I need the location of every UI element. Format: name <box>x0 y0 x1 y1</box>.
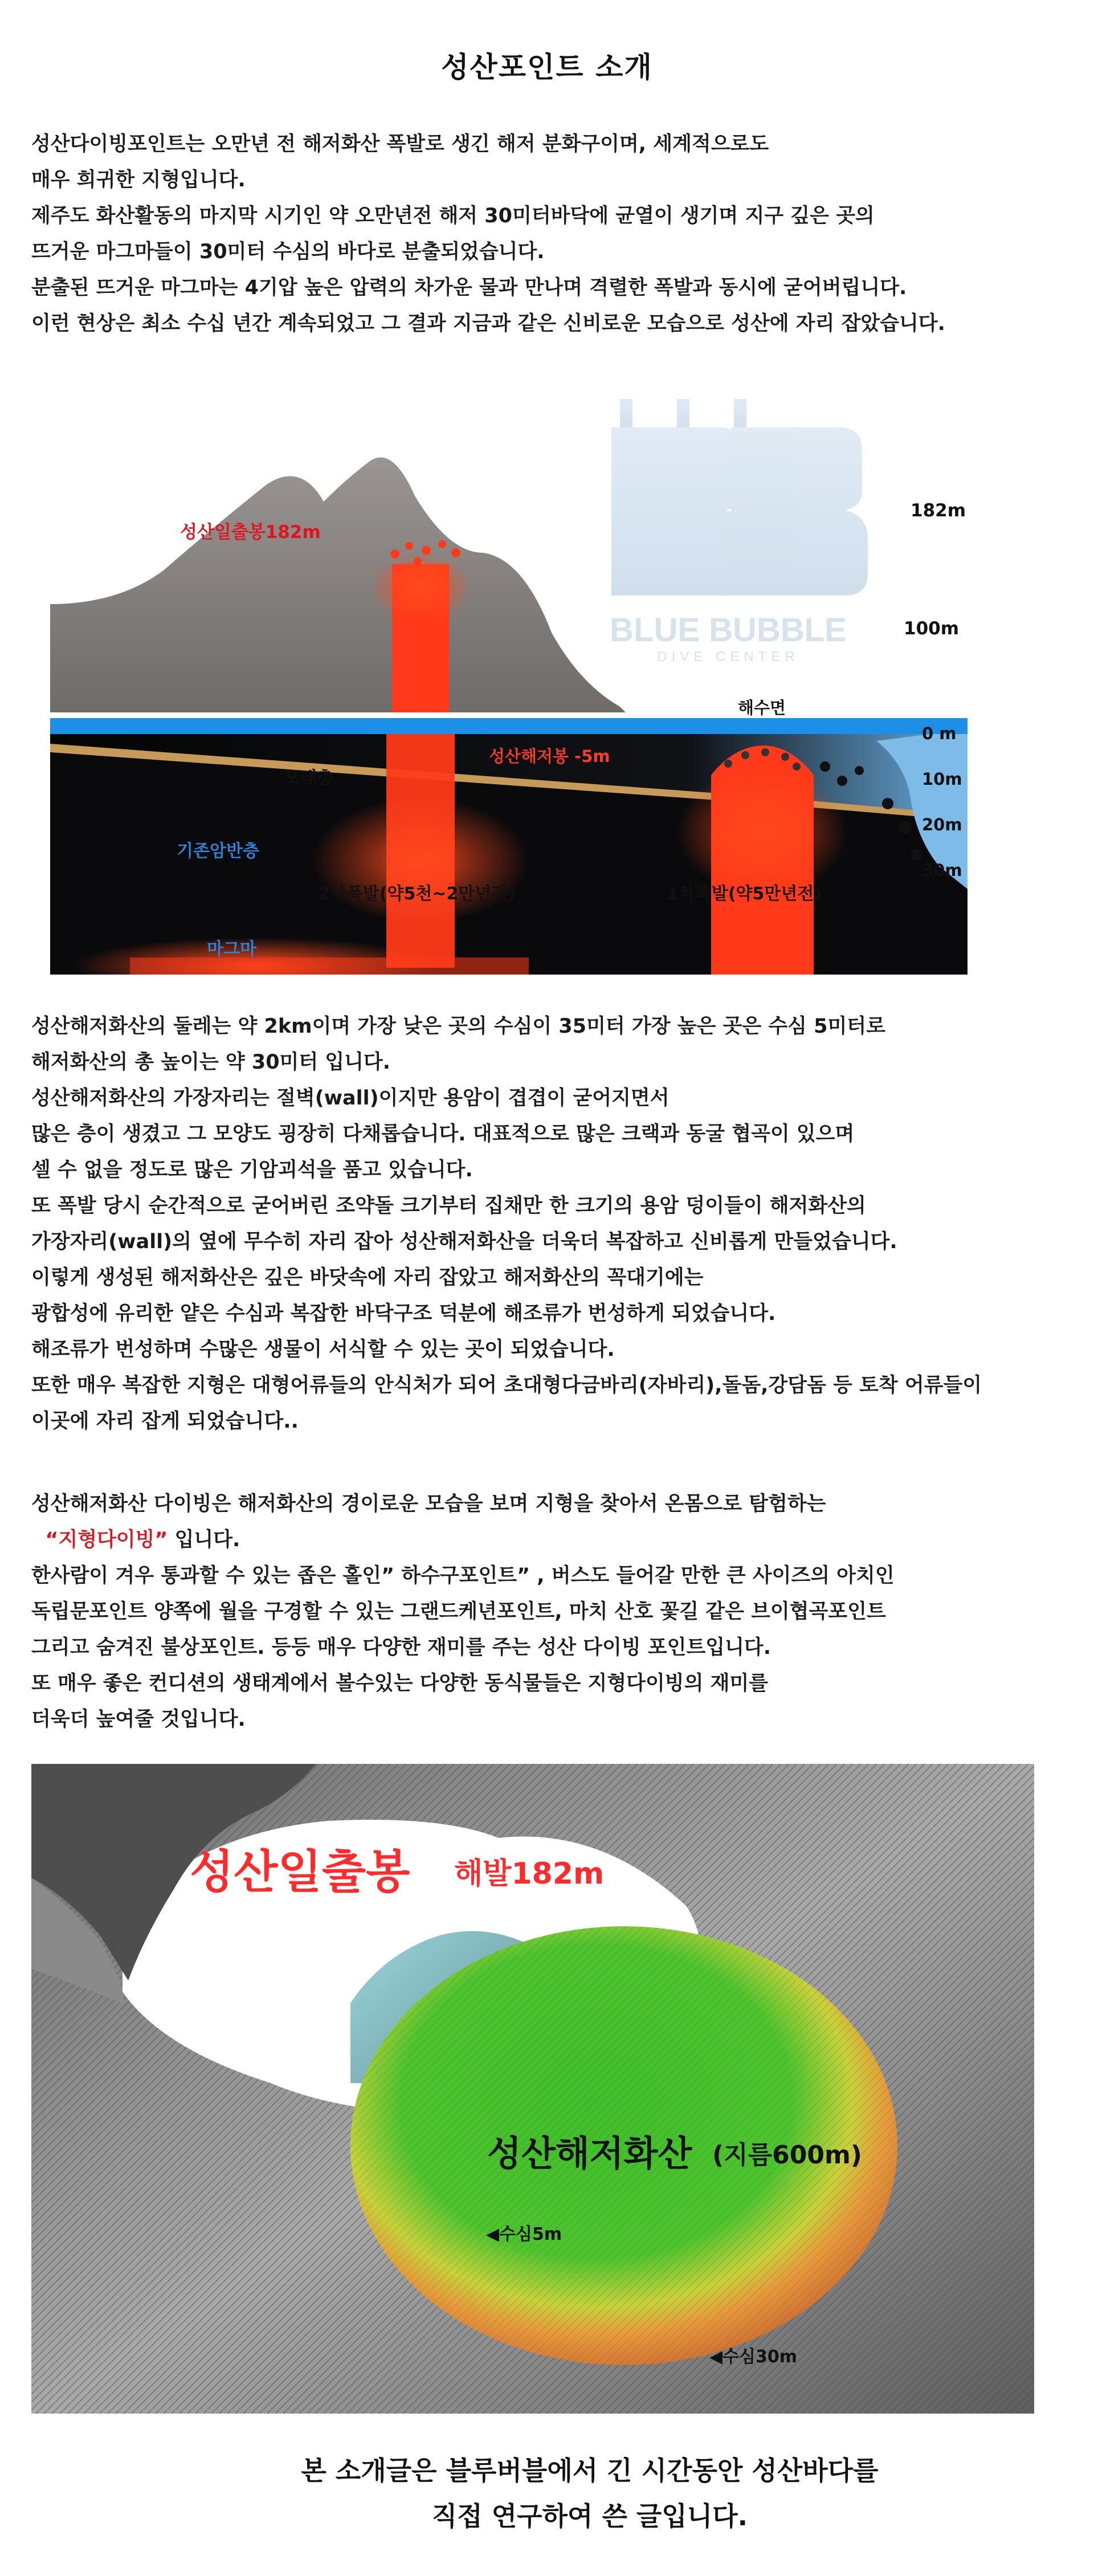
peak-label: 성산일출봉182m <box>180 522 321 543</box>
depth-label-20m: 20m <box>922 815 962 834</box>
footer-line: 직접 연구하여 쓴 글입니다. <box>431 2501 748 2532</box>
intro-paragraph <box>31 127 1068 342</box>
peak-height-label: 해발182m <box>454 1857 605 1891</box>
svg-text:DIVE CENTER: DIVE CENTER <box>657 649 799 665</box>
sea-surface-label: 해수면 <box>738 698 786 718</box>
blue-bubble-watermark <box>610 399 868 665</box>
body-line: 해조류가 번성하며 수많은 생물이 서식할 수 있는 곳이 되었습니다. <box>31 1338 615 1361</box>
body-line: 또한 매우 복잡한 지형은 대형어류들의 안식처가 되어 초대형다금바리(자바리),돌돔,강담돔 등 토착 어류들이 <box>31 1374 982 1397</box>
intro-line: 이런 현상은 최소 수십 년간 계속되었고 그 결과 지금과 같은 신비로운 모습으로 성산에 자리 잡았습니다. <box>31 312 945 335</box>
body-line: 성산해저화산의 가장자리는 절벽(wall)이지만 용암이 겹겹이 굳어지면서 <box>31 1087 670 1110</box>
depth-30m-label: ◀수심30m <box>709 2347 798 2367</box>
dive-highlight-line <box>31 1522 1068 1558</box>
page-title: 성산포인트 소개 <box>441 51 653 84</box>
volcano-diameter-label: (지름600m) <box>712 2141 862 2170</box>
body-line: 또 폭발 당시 순간적으로 굳어버린 조약돌 크기부터 집채만 한 크기의 용암 덩이들이 해저화산의 <box>31 1195 866 1217</box>
terrain-diving-highlight: “지형다이빙” <box>45 1529 168 1551</box>
bathymetry-3d-map <box>31 1764 1034 2414</box>
dive-line: 성산해저화산 다이빙은 해저화산의 경이로운 모습을 보며 지형을 찾아서 온몸으로 탐험하는 <box>31 1493 826 1515</box>
footer-note <box>0 2448 1094 2539</box>
intro-line: 제주도 화산활동의 마지막 시기인 약 오만년전 해저 30미터바닥에 균열이 생기며 지구 깊은 곳의 <box>31 205 875 227</box>
peak-name-label: 성산일출봉 <box>190 1845 410 1898</box>
eruption-2-label: 2차폭발(약5천~2만년전) <box>318 884 516 904</box>
intro-line: 성산다이빙포인트는 오만년 전 해저화산 폭발로 생긴 해저 분화구이며, 세계적으로도 <box>31 133 769 156</box>
body-paragraph <box>31 1009 1068 1440</box>
depth-label-182m: 182m <box>911 500 966 521</box>
eruption-1-label: 1차폭발(약5만년전) <box>667 884 822 904</box>
magma-label: 마그마 <box>207 939 256 959</box>
volcano-cross-section-diagram <box>50 365 968 975</box>
sea-surface-band <box>50 718 968 734</box>
bedrock-label: 기존암반층 <box>177 841 259 861</box>
depth-label-100m: 100m <box>904 618 960 639</box>
body-line: 셀 수 없을 정도로 많은 기암괴석을 품고 있습니다. <box>31 1159 473 1181</box>
dive-line: 한사람이 겨우 통과할 수 있는 좁은 홀인” 하수구포인트” , 버스도 들어갈 만한 큰 사이즈의 아치인 <box>31 1564 895 1587</box>
body-line: 가장자리(wall)의 옆에 무수히 자리 잡아 성산해저화산을 더욱더 복잡하고 신비롭게 만들었습니다. <box>31 1230 897 1253</box>
svg-text:BLUE BUBBLE: BLUE BUBBLE <box>610 612 847 649</box>
intro-line: 매우 희귀한 지형입니다. <box>31 169 246 191</box>
intro-line: 분출된 뜨거운 마그마는 4기압 높은 압력의 차가운 물과 만나며 격렬한 폭발과 동시에 굳어버립니다. <box>31 276 907 299</box>
body-line: 성산해저화산의 둘레는 약 2km이며 가장 낮은 곳의 수심이 35미터 가장 높은 곳은 수심 5미터로 <box>31 1015 885 1038</box>
intro-line: 뜨거운 마그마들이 30미터 수심의 바다로 분출되었습니다. <box>31 241 545 263</box>
body-line: 이곳에 자리 잡게 되었습니다.. <box>31 1410 299 1433</box>
depth-label-10m: 10m <box>922 769 962 789</box>
body-line: 해저화산의 총 높이는 약 30미터 입니다. <box>31 1051 391 1074</box>
mountain-shape <box>50 458 626 713</box>
body-line: 이렇게 생성된 해저화산은 깊은 바닷속에 자리 잡았고 해저화산의 꼭대기에는 <box>31 1266 704 1289</box>
dive-line-rest: 입니다. <box>168 1529 240 1551</box>
depth-5m-label: ◀수심5m <box>486 2224 562 2244</box>
dive-paragraph <box>31 1486 1068 1738</box>
body-line: 많은 층이 생겼고 그 모양도 굉장히 다채롭습니다. 대표적으로 많은 크랙과 동굴 협곡이 있으며 <box>31 1123 855 1146</box>
dive-line: 또 매우 좋은 컨디션의 생태계에서 볼수있는 다양한 동식물들은 지형다이빙의 재미를 <box>31 1672 769 1695</box>
undersea-peak-label: 성산해저봉 -5m <box>489 747 610 766</box>
depth-label-0m: 0 m <box>922 724 957 743</box>
footer-line: 본 소개글은 블루버블에서 긴 시간동안 성산바다를 <box>301 2455 879 2486</box>
dive-line: 더욱더 높여줄 것입니다. <box>31 1708 246 1731</box>
sand-layer-label: 모래층 <box>284 768 333 788</box>
dive-line: 독립문포인트 양쪽에 월을 구경할 수 있는 그랜드케년포인트, 마치 산호 꽃길 같은 브이협곡포인트 <box>31 1600 886 1623</box>
dive-line: 그리고 숨겨진 불상포인트. 등등 매우 다양한 재미를 주는 성산 다이빙 포인트입니다. <box>31 1636 771 1659</box>
volcano-name-label: 성산해저화산 <box>487 2133 692 2174</box>
depth-label-30m: 30m <box>922 861 962 880</box>
body-line: 광합성에 유리한 얕은 수심과 복잡한 바닥구조 덕분에 해조류가 번성하게 되었습니다. <box>31 1302 776 1325</box>
